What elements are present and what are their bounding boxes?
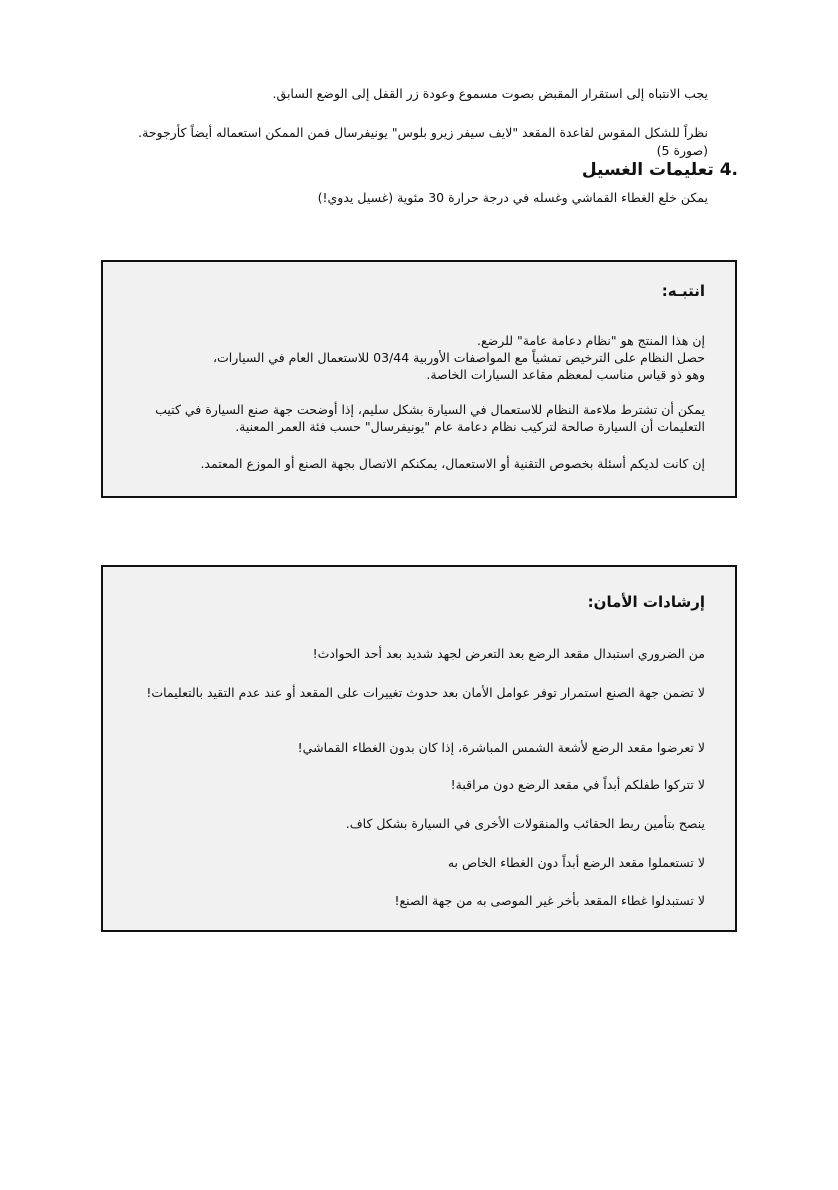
section-title: تعليمات الغسيل: [581, 160, 714, 180]
safety-item: لا تضمن جهة الصنع استمرار توفر عوامل الأمان بعد حدوث تغييرات على المقعد أو عند عدم التقيد بالتعليمات!: [146, 685, 705, 700]
attention-intro-line: وهو ذو قياس مناسب لمعظم مقاعد السيارات الخاصة.: [426, 367, 705, 382]
safety-item: ينصح بتأمين ربط الحقائب والمنقولات الأخرى في السيارة بشكل كاف.: [345, 816, 705, 831]
washing-paragraph: يمكن خلع الغطاء القماشي وغسله في درجة حرارة 30 مئوية (غسيل يدوي!): [317, 190, 708, 205]
safety-item: لا تستبدلوا غطاء المقعد بأخر غير الموصى به من جهة الصنع!: [394, 893, 705, 908]
section-number: 4.: [719, 160, 738, 180]
attention-intro-line: حصل النظام على الترخيص تمشياً مع المواصفات الأوربية 03/44 للاستعمال العام في السيارات،: [213, 350, 705, 365]
safety-box: [101, 565, 737, 932]
handle-lock-paragraph: يجب الانتباه إلى استقرار المقبض بصوت مسموع وعودة زر القفل إلى الوضع السابق.: [272, 86, 708, 101]
attention-fit-line: يمكن أن تشترط ملاءمة النظام للاستعمال في السيارة بشكل سليم، إذا أوضحت جهة صنع السيارة في كتيب: [155, 402, 705, 417]
washing-section-heading: [582, 160, 738, 180]
attention-fit-paragraph: [131, 401, 705, 435]
attention-box: [101, 260, 737, 498]
attention-title: انتبـه:: [661, 282, 705, 300]
rocker-paragraph: نظراً للشكل المقوس لقاعدة المقعد "لايف سيفر زيرو بلوس" يونيفرسال فمن الممكن استعماله أيضاً كأرجوحة. (صورة 5): [138, 125, 708, 158]
attention-intro-line: إن هذا المنتج هو "نظام دعامة عامة" للرضع.: [476, 333, 705, 348]
attention-intro-paragraph: [131, 332, 705, 383]
safety-item: لا تتركوا طفلكم أبداً في مقعد الرضع دون مراقبة!: [450, 777, 705, 792]
attention-fit-line: التعليمات أن السيارة صالحة لتركيب نظام دعامة عام "يونيفرسال" حسب فئة العمر المعنية.: [235, 419, 705, 434]
attention-contact-paragraph: إن كانت لديكم أسئلة بخصوص التقنية أو الاستعمال، يمكنكم الاتصال بجهة الصنع أو الموزع المعتمد.: [200, 456, 705, 471]
safety-title: إرشادات الأمان:: [587, 593, 705, 611]
safety-item: لا تستعملوا مقعد الرضع أبداً دون الغطاء الخاص به: [447, 855, 705, 870]
safety-item: لا تعرضوا مقعد الرضع لأشعة الشمس المباشرة، إذا كان بدون الغطاء القماشي!: [297, 740, 705, 755]
safety-item: من الضروري استبدال مقعد الرضع بعد التعرض لجهد شديد بعد أحد الحوادث!: [312, 646, 705, 661]
